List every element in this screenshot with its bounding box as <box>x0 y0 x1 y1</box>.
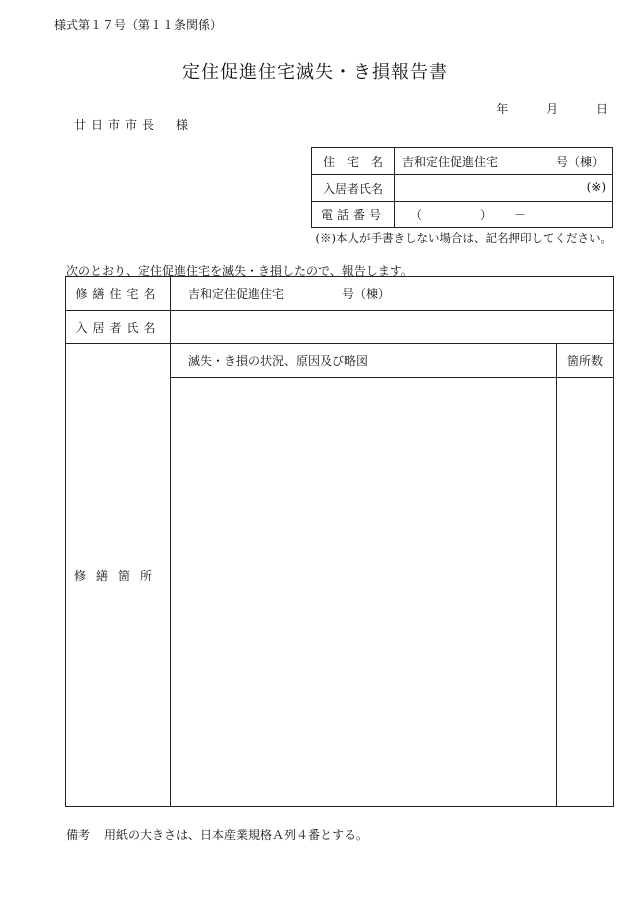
signature-mark: (※) <box>586 180 606 194</box>
document-title: 定住促進住宅滅失・き損報告書 <box>182 62 448 83</box>
phone-dash: － <box>514 208 527 222</box>
signature-note: (※)本人が手書きしない場合は、記名押印してください。 <box>315 231 612 245</box>
date-line <box>462 100 608 117</box>
phone-open-paren: （ <box>410 208 423 222</box>
house-name-value: 吉和定住促進住宅 <box>402 154 499 169</box>
applicant-table <box>311 147 613 228</box>
house-name-label: 住 宅 名 <box>312 148 395 175</box>
remarks-text: 用紙の大きさは、日本産業規格Ａ列４番とする。 <box>104 828 369 842</box>
status-header: 滅失・き損の状況、原因及び略図 <box>171 344 557 378</box>
table-resident-label: 入居者氏名 <box>66 311 171 344</box>
phone-close-paren: ） <box>480 208 493 222</box>
remarks-label: 備考 <box>66 828 91 842</box>
repair-house-value: 吉和定住促進住宅 <box>188 287 285 301</box>
table-resident-field[interactable] <box>171 311 614 344</box>
phone-field[interactable] <box>395 202 613 228</box>
status-description-area[interactable] <box>171 378 557 807</box>
addressee: 廿日市市長 様 <box>74 118 194 132</box>
repair-house-suffix: 号（棟） <box>342 287 391 301</box>
house-name-field[interactable] <box>395 148 613 175</box>
count-header: 箇所数 <box>557 344 614 378</box>
form-number: 様式第１７号（第１１条関係） <box>54 18 223 32</box>
resident-name-label: 入居者氏名 <box>312 175 395 202</box>
count-area[interactable] <box>557 378 614 807</box>
report-table <box>65 276 614 807</box>
intro-text: 次のとおり、定住促進住宅を滅失・き損したので、報告します。 <box>66 264 413 278</box>
remarks <box>66 826 368 843</box>
phone-label: 電話番号 <box>312 202 395 228</box>
repair-house-field[interactable] <box>171 277 614 311</box>
repair-location-label: 修繕箇所 <box>66 344 171 807</box>
date-month: 月 <box>546 102 559 116</box>
house-number-suffix: 号（棟） <box>556 154 605 169</box>
date-day: 日 <box>595 102 608 116</box>
resident-name-field[interactable] <box>395 175 613 202</box>
repair-house-label: 修繕住宅名 <box>66 277 171 311</box>
date-year: 年 <box>496 102 509 116</box>
